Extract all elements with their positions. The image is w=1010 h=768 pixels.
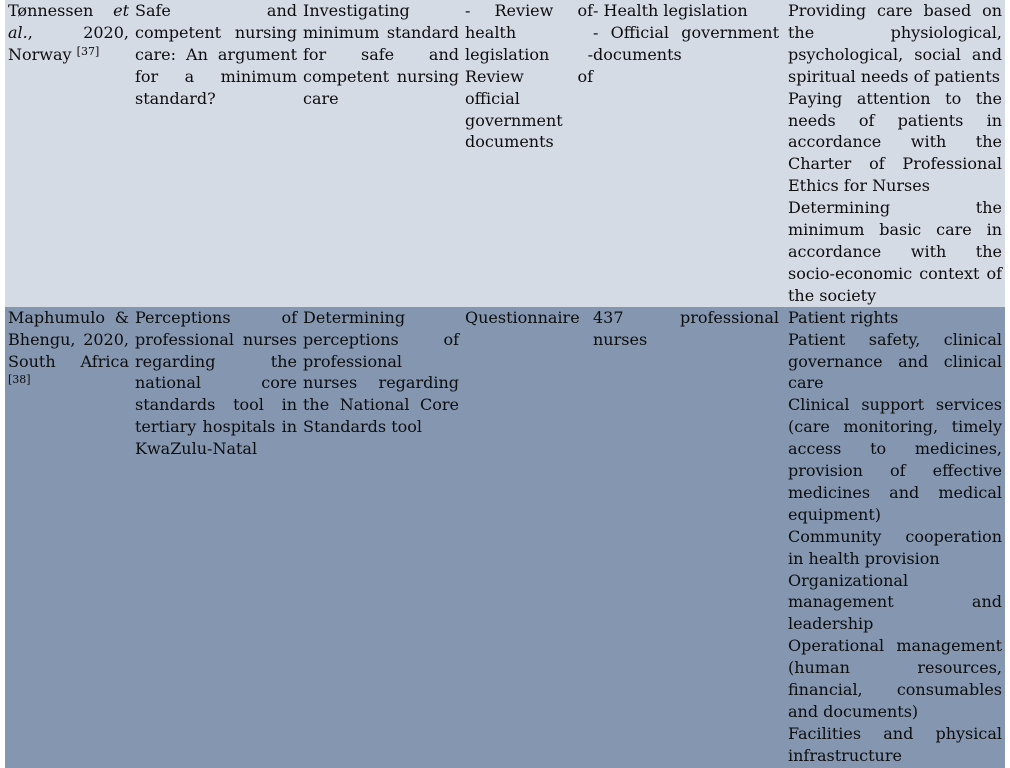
author-cell: Tønnessen et al., 2020, Norway [37] [5, 0, 132, 307]
aim-cell: Investigating minimum standard for safe and competent nursing care [300, 0, 462, 307]
table-row [5, 307, 1005, 768]
sample-item: - Health legislation [593, 1, 748, 20]
finding-item: Operational management (human resources, financial, consumables and documents) [788, 636, 1002, 721]
finding-item: Determining the minimum basic care in accordance with the socio-economic context of the society [788, 198, 1002, 305]
method-cell: Questionnaire [462, 307, 593, 768]
title-cell: Safe and competent nursing care: An argument for a minimum standard? [132, 0, 300, 307]
reference-number: [37] [76, 44, 100, 58]
et-al: et al. [8, 1, 129, 42]
findings-cell [785, 0, 1005, 307]
finding-item: Patient rights [788, 307, 899, 327]
finding-item: Paying attention to the needs of patients in accordance with the Charter of Professional Ethics for Nurses [788, 88, 1002, 196]
finding-item: Community cooperation in health provision [788, 526, 1002, 568]
table-row [5, 0, 1005, 307]
finding-item: Organizational management and leadership [788, 570, 1002, 634]
sample-item: - Official government documents [593, 22, 779, 64]
title-cell: Perceptions of professional nurses regarding the national core standards tool in tertiary hospitals in KwaZulu-Natal [132, 307, 300, 768]
finding-item: Patient safety, clinical governance and clinical care [788, 329, 1002, 393]
review-table [5, 0, 1005, 768]
sample-item: 437 professional nurses [593, 307, 779, 349]
findings-cell [785, 307, 1005, 768]
sample-cell [593, 0, 785, 307]
method-cell: - Review of health legislation - Review of official government documents [462, 0, 593, 307]
finding-item: Clinical support services (care monitoring, timely access to medicines, provision of effective medicines and medical equipment) [788, 395, 1002, 524]
author-cell: Maphumulo & Bhengu, 2020, South Africa [38] [5, 307, 132, 768]
finding-item: Facilities and physical infrastructure [788, 723, 1002, 765]
reference-number: [38] [8, 373, 31, 387]
sample-cell [593, 307, 785, 768]
aim-cell: Determining perceptions of professional nurses regarding the National Core Standards tool [300, 307, 462, 768]
finding-item: Providing care based on the physiological, psychological, social and spiritual needs of patients [788, 1, 1002, 86]
